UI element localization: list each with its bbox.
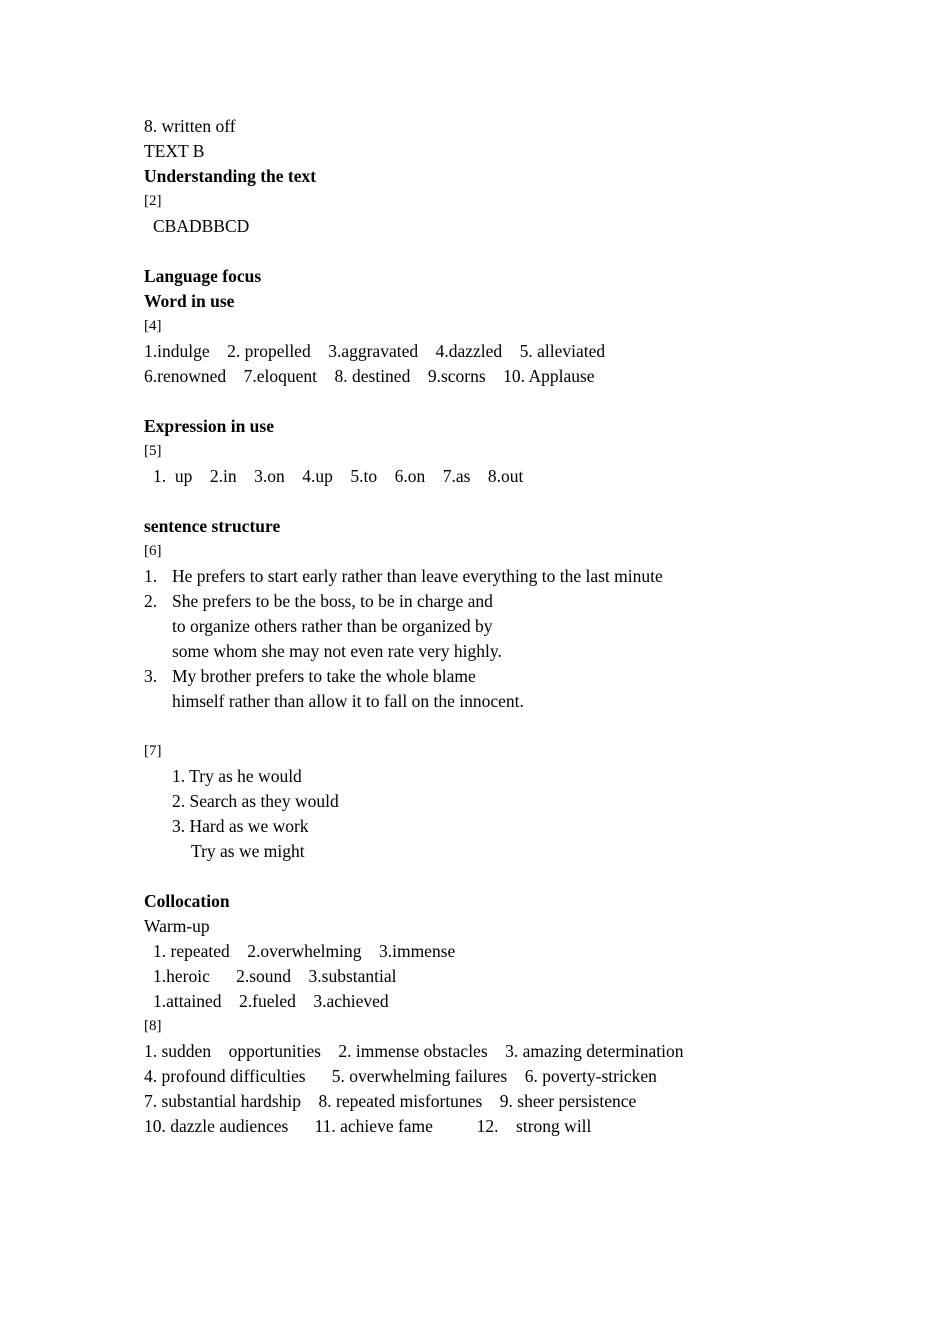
list-item-line: She prefers to be the boss, to be in charge and bbox=[172, 591, 493, 611]
list-item-number: 2. bbox=[144, 591, 158, 611]
list-item-line: He prefers to start early rather than leave everything to the last minute bbox=[172, 566, 663, 586]
list-item: 2. Search as they would bbox=[172, 791, 339, 811]
expression-in-use-answers: 1. up 2.in 3.on 4.up 5.to 6.on 7.as 8.out bbox=[153, 466, 524, 486]
list-item-line: some whom she may not even rate very highly. bbox=[172, 641, 502, 661]
list-item: 1. Try as he would bbox=[172, 766, 302, 786]
collocation-line: 1. sudden opportunities 2. immense obstacles 3. amazing determination bbox=[144, 1041, 684, 1061]
spacer bbox=[144, 864, 904, 889]
document-page bbox=[144, 114, 904, 1139]
warm-up-label: Warm-up bbox=[144, 916, 210, 936]
collocation-line: 4. profound difficulties 5. overwhelming failures 6. poverty-stricken bbox=[144, 1066, 657, 1086]
warm-up-line: 1.attained 2.fueled 3.achieved bbox=[153, 991, 389, 1011]
list-item bbox=[144, 664, 904, 714]
collocation-line: 10. dazzle audiences 11. achieve fame 12. strong will bbox=[144, 1116, 592, 1136]
list-item-body bbox=[172, 664, 524, 714]
list-item-body bbox=[172, 564, 663, 589]
list-item-line: to organize others rather than be organized by bbox=[172, 616, 493, 636]
list-item-body bbox=[172, 589, 502, 664]
collocation-line: 7. substantial hardship 8. repeated misfortunes 9. sheer persistence bbox=[144, 1091, 637, 1111]
list-item-line: My brother prefers to take the whole blame bbox=[172, 666, 476, 686]
exercise-tag-5: [5] bbox=[144, 443, 162, 459]
heading-sentence-structure: sentence structure bbox=[144, 516, 281, 536]
list-item bbox=[144, 564, 904, 589]
heading-understanding-the-text: Understanding the text bbox=[144, 166, 317, 186]
spacer bbox=[144, 489, 904, 514]
heading-language-focus: Language focus bbox=[144, 266, 262, 286]
heading-word-in-use: Word in use bbox=[144, 291, 235, 311]
list-item bbox=[144, 589, 904, 664]
word-in-use-line-1: 1.indulge 2. propelled 3.aggravated 4.dazzled 5. alleviated bbox=[144, 341, 606, 361]
exercise-tag-2: [2] bbox=[144, 193, 162, 209]
spacer bbox=[144, 389, 904, 414]
answer-item-8: 8. written off bbox=[144, 116, 236, 136]
word-in-use-line-2: 6.renowned 7.eloquent 8. destined 9.scorns 10. Applause bbox=[144, 366, 595, 386]
heading-collocation: Collocation bbox=[144, 891, 230, 911]
exercise-tag-4: [4] bbox=[144, 318, 162, 334]
understanding-answers: CBADBBCD bbox=[153, 216, 250, 236]
exercise-tag-8: [8] bbox=[144, 1018, 162, 1034]
list-item-number: 3. bbox=[144, 666, 158, 686]
list-item-line: himself rather than allow it to fall on the innocent. bbox=[172, 691, 524, 711]
spacer bbox=[144, 239, 904, 264]
warm-up-line: 1.heroic 2.sound 3.substantial bbox=[153, 966, 397, 986]
exercise-tag-7: [7] bbox=[144, 743, 162, 759]
heading-expression-in-use: Expression in use bbox=[144, 416, 274, 436]
section-title-text-b: TEXT B bbox=[144, 141, 205, 161]
warm-up-line: 1. repeated 2.overwhelming 3.immense bbox=[153, 941, 456, 961]
spacer bbox=[144, 714, 904, 739]
list-item: 3. Hard as we work bbox=[172, 816, 309, 836]
list-item-number: 1. bbox=[144, 566, 158, 586]
list-item-continuation: Try as we might bbox=[191, 841, 305, 861]
exercise-tag-6: [6] bbox=[144, 543, 162, 559]
